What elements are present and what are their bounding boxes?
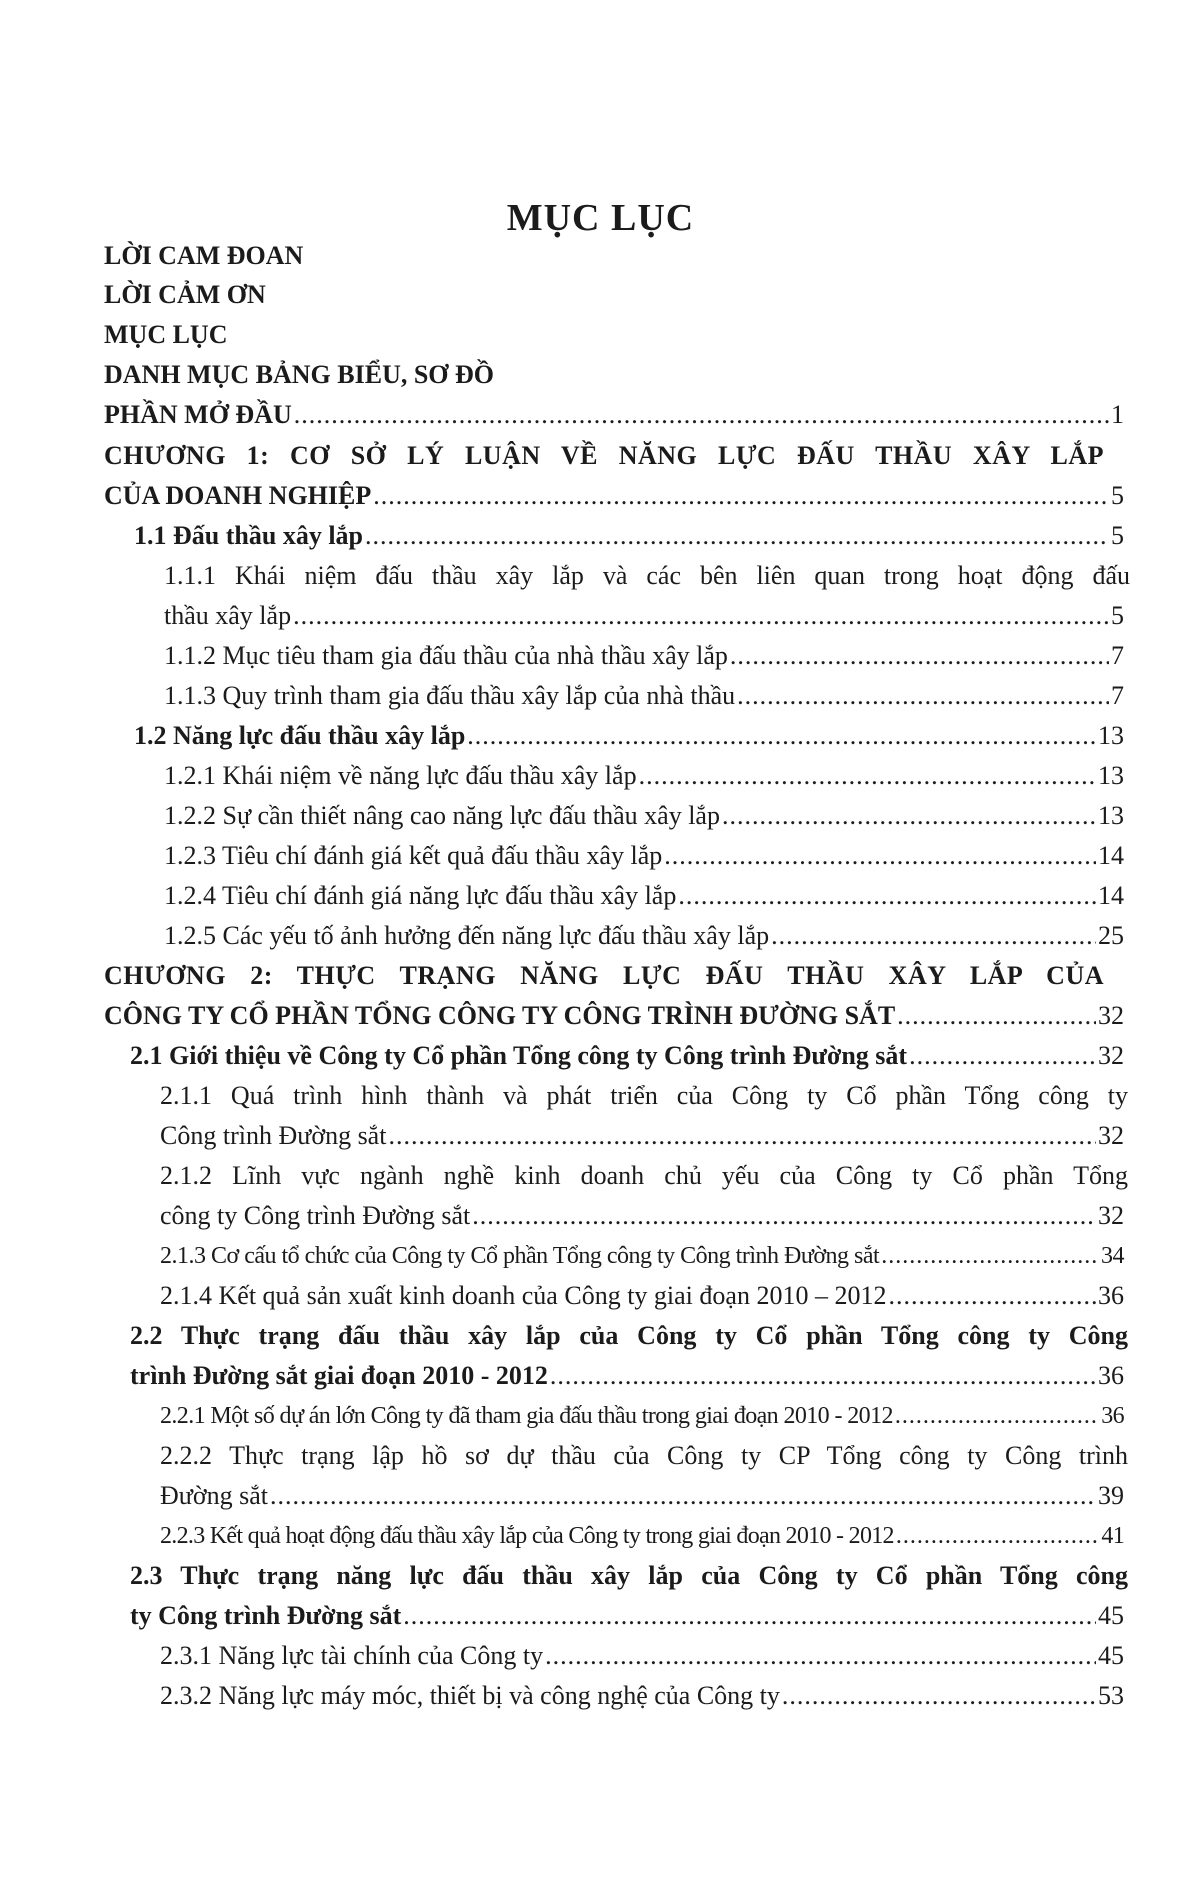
toc-entry-label: 2.3.2 Năng lực máy móc, thiết bị và công nghệ của Công ty [160, 1681, 780, 1710]
toc-section-2-1-2 [160, 1200, 1124, 1232]
toc-page-number: 14 [1098, 881, 1124, 910]
leader-dots [293, 600, 1109, 632]
leader-dots [664, 840, 1096, 872]
leader-dots [467, 720, 1096, 752]
toc-entry-label: 1.2.5 Các yếu tố ảnh hưởng đến năng lực đấu thầu xây lắp [164, 921, 770, 950]
toc-page-number: 32 [1098, 1201, 1124, 1230]
leader-dots [373, 480, 1109, 512]
toc-page-number: 53 [1098, 1681, 1124, 1710]
toc-entry-label: 1.1.3 Quy trình tham gia đấu thầu xây lắp của nhà thầu [164, 681, 736, 710]
leader-dots [639, 760, 1096, 792]
toc-page-number: 36 [1101, 1403, 1124, 1429]
toc-page-number: 7 [1111, 681, 1124, 710]
toc-page-number: 36 [1098, 1361, 1124, 1390]
leader-dots [881, 1240, 1099, 1272]
leader-dots [897, 1000, 1096, 1032]
toc-entry-label: 1.2.1 Khái niệm về năng lực đấu thầu xây lắp [164, 761, 637, 790]
toc-section-1-2 [134, 720, 1124, 752]
toc-page-number: 32 [1098, 1001, 1124, 1030]
leader-dots [737, 680, 1109, 712]
toc-chapter-2 [104, 1000, 1124, 1032]
toc-page-number: 45 [1098, 1641, 1124, 1670]
toc-page-number: 25 [1098, 921, 1124, 950]
toc-entry-loi-cam-doan: LỜI CAM ĐOAN [104, 241, 304, 270]
toc-entry-label: CÔNG TY CỔ PHẦN TỔNG CÔNG TY CÔNG TRÌNH ĐƯỜNG SẮT [104, 1001, 896, 1030]
leader-dots [730, 640, 1109, 672]
toc-entry-label: công ty Công trình Đường sắt [160, 1201, 471, 1230]
toc-section-1-1-1 [164, 600, 1124, 632]
toc-entry-label: 2.1 Giới thiệu về Công ty Cổ phần Tổng công ty Công trình Đường sắt [130, 1041, 908, 1070]
toc-page-number: 5 [1111, 481, 1124, 510]
toc-entry-label: thầu xây lắp [164, 601, 292, 630]
toc-section-2-2-2-line1: 2.2.2 Thực trạng lập hồ sơ dự thầu của Công ty CP Tổng công ty Công trình [160, 1441, 1128, 1470]
toc-entry-label: CỦA DOANH NGHIỆP [104, 481, 372, 510]
toc-page-number: 13 [1098, 761, 1124, 790]
toc-section-2-2-line1: 2.2 Thực trạng đấu thầu xây lắp của Công ty Cổ phần Tổng công ty Công [130, 1321, 1128, 1350]
toc-entry-label: 1.2 Năng lực đấu thầu xây lắp [134, 721, 466, 750]
toc-section-1-2-1 [164, 760, 1124, 792]
toc-entry-loi-cam-on: LỜI CẢM ƠN [104, 280, 266, 309]
toc-chapter-1-line1: CHƯƠNG 1: CƠ SỞ LÝ LUẬN VỀ NĂNG LỰC ĐẤU THẦU XÂY LẮP [104, 441, 1104, 470]
toc-section-2-2 [130, 1360, 1124, 1392]
toc-entry-label: 2.1.3 Cơ cấu tổ chức của Công ty Cổ phần Tổng công ty Công trình Đường sắt [160, 1243, 880, 1269]
toc-page-number: 32 [1098, 1041, 1124, 1070]
toc-section-1-1 [134, 520, 1124, 552]
toc-entry-label: ty Công trình Đường sắt [130, 1601, 402, 1630]
toc-page-number: 7 [1111, 641, 1124, 670]
toc-entry-phan-mo-dau [104, 399, 1124, 431]
leader-dots [270, 1480, 1096, 1512]
leader-dots [678, 880, 1096, 912]
leader-dots [722, 800, 1096, 832]
toc-entry-label: PHẦN MỞ ĐẦU [104, 400, 292, 429]
toc-section-1-2-2 [164, 800, 1124, 832]
leader-dots [896, 1520, 1100, 1552]
toc-entry-label: Đường sắt [160, 1481, 268, 1510]
toc-page-number: 1 [1111, 400, 1124, 429]
toc-page-number: 39 [1098, 1481, 1124, 1510]
leader-dots [472, 1200, 1096, 1232]
toc-section-2-3-1 [160, 1640, 1124, 1672]
toc-page-number: 13 [1098, 801, 1124, 830]
toc-section-2-1-2-line1: 2.1.2 Lĩnh vực ngành nghề kinh doanh chủ yếu của Công ty Cổ phần Tổng [160, 1161, 1128, 1190]
toc-section-2-1-1 [160, 1120, 1124, 1152]
leader-dots [909, 1040, 1096, 1072]
toc-chapter-1 [104, 480, 1124, 512]
leader-dots [365, 520, 1109, 552]
toc-section-2-2-3 [160, 1520, 1124, 1552]
toc-section-2-3-2 [160, 1680, 1124, 1712]
toc-page-number: 36 [1098, 1281, 1124, 1310]
toc-entry-danh-muc: DANH MỤC BẢNG BIỂU, SƠ ĐỒ [104, 360, 495, 389]
toc-section-1-1-1-line1: 1.1.1 Khái niệm đấu thầu xây lắp và các bên liên quan trong hoạt động đấu [164, 561, 1130, 590]
toc-entry-label: 2.2.1 Một số dự án lớn Công ty đã tham gia đấu thầu trong giai đoạn 2010 - 2012 [160, 1403, 893, 1429]
toc-section-2-3 [130, 1600, 1124, 1632]
toc-page-number: 13 [1098, 721, 1124, 750]
leader-dots [294, 399, 1109, 431]
toc-section-2-1-4 [160, 1280, 1124, 1312]
toc-section-2-2-1 [160, 1400, 1124, 1432]
toc-section-1-2-3 [164, 840, 1124, 872]
leader-dots [895, 1400, 1099, 1432]
page-title: MỤC LỤC [506, 197, 695, 239]
toc-entry-label: 1.2.3 Tiêu chí đánh giá kết quả đấu thầu xây lắp [164, 841, 663, 870]
toc-page-number: 14 [1098, 841, 1124, 870]
toc-entry-label: trình Đường sắt giai đoạn 2010 - 2012 [130, 1361, 548, 1390]
toc-page-number: 41 [1101, 1523, 1124, 1549]
toc-entry-muc-luc: MỤC LỤC [104, 320, 228, 349]
toc-section-2-1-3 [160, 1240, 1124, 1272]
leader-dots [888, 1280, 1096, 1312]
toc-section-2-1 [130, 1040, 1124, 1072]
toc-entry-label: 1.1 Đấu thầu xây lắp [134, 521, 363, 550]
toc-section-1-2-5 [164, 920, 1124, 952]
toc-entry-label: 2.2.3 Kết quả hoạt động đấu thầu xây lắp của Công ty trong giai đoạn 2010 - 2012 [160, 1523, 894, 1549]
toc-section-1-1-3 [164, 680, 1124, 712]
leader-dots [771, 920, 1096, 952]
toc-page-number: 5 [1111, 521, 1124, 550]
toc-chapter-2-line1: CHƯƠNG 2: THỰC TRẠNG NĂNG LỰC ĐẤU THẦU XÂY LẮP CỦA [104, 961, 1104, 990]
toc-entry-label: 2.3.1 Năng lực tài chính của Công ty [160, 1641, 544, 1670]
toc-page-number: 34 [1101, 1243, 1124, 1269]
leader-dots [550, 1360, 1096, 1392]
toc-section-1-2-4 [164, 880, 1124, 912]
toc-section-1-1-2 [164, 640, 1124, 672]
leader-dots [782, 1680, 1096, 1712]
toc-page-number: 45 [1098, 1601, 1124, 1630]
leader-dots [545, 1640, 1096, 1672]
toc-section-2-1-1-line1: 2.1.1 Quá trình hình thành và phát triển của Công ty Cổ phần Tổng công ty [160, 1081, 1128, 1110]
leader-dots [388, 1120, 1096, 1152]
toc-page-number: 32 [1098, 1121, 1124, 1150]
toc-entry-label: 1.2.4 Tiêu chí đánh giá năng lực đấu thầu xây lắp [164, 881, 677, 910]
toc-entry-label: 2.1.4 Kết quả sản xuất kinh doanh của Công ty giai đoạn 2010 – 2012 [160, 1281, 887, 1310]
toc-page-number: 5 [1111, 601, 1124, 630]
toc-entry-label: 1.1.2 Mục tiêu tham gia đấu thầu của nhà thầu xây lắp [164, 641, 728, 670]
toc-section-2-2-2 [160, 1480, 1124, 1512]
toc-section-2-3-line1: 2.3 Thực trạng năng lực đấu thầu xây lắp của Công ty Cổ phần Tổng công [130, 1561, 1128, 1590]
toc-entry-label: Công trình Đường sắt [160, 1121, 387, 1150]
leader-dots [403, 1600, 1096, 1632]
toc-entry-label: 1.2.2 Sự cần thiết nâng cao năng lực đấu thầu xây lắp [164, 801, 720, 830]
